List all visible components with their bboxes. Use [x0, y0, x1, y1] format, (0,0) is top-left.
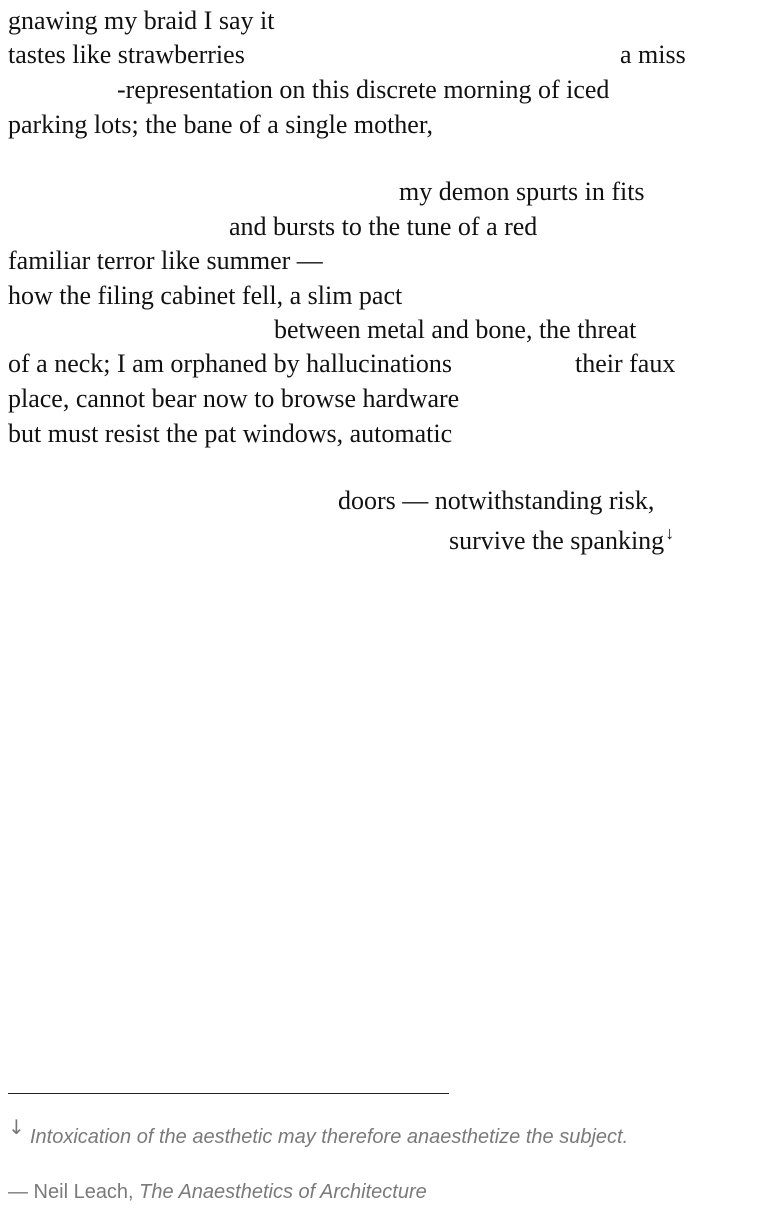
poem-line: but must resist the pat windows, automatic — [8, 419, 453, 448]
attribution-work-title: The Anaesthetics of Architecture — [139, 1181, 427, 1203]
poem-line-text: survive the spanking — [449, 526, 665, 555]
poem-line: of a neck; I am orphaned by hallucinations — [8, 349, 453, 378]
poem-line: my demon spurts in fits — [399, 177, 645, 206]
poem-line: their faux — [575, 349, 676, 378]
poem-line: -representation on this discrete morning of iced — [117, 75, 610, 104]
poem-line: and bursts to the tune of a red — [229, 212, 538, 241]
poem-line: place, cannot bear now to browse hardware — [8, 384, 460, 413]
poem-line: doors — notwithstanding risk, — [338, 486, 655, 515]
footnote-reference-icon[interactable]: ↓ — [665, 523, 675, 543]
poem-line: parking lots; the bane of a single mother, — [8, 110, 433, 139]
footnote-text: Intoxication of the aesthetic may therefore anaesthetize the subject. — [30, 1126, 629, 1148]
poem-line: gnawing my braid I say it — [8, 6, 275, 35]
footnote-arrow-icon: ↓ — [8, 1115, 25, 1139]
attribution-author: — Neil Leach, — [8, 1181, 140, 1203]
poem-line: tastes like strawberries — [8, 40, 245, 69]
poem-line: a miss — [620, 40, 686, 69]
footnote-divider — [8, 1093, 449, 1094]
poem-line: familiar terror like summer — — [8, 246, 323, 275]
poem-line: how the filing cabinet fell, a slim pact — [8, 281, 403, 310]
footnote-attribution — [8, 1181, 427, 1204]
poem-line-last — [449, 523, 675, 558]
poem-line: between metal and bone, the threat — [274, 315, 637, 344]
